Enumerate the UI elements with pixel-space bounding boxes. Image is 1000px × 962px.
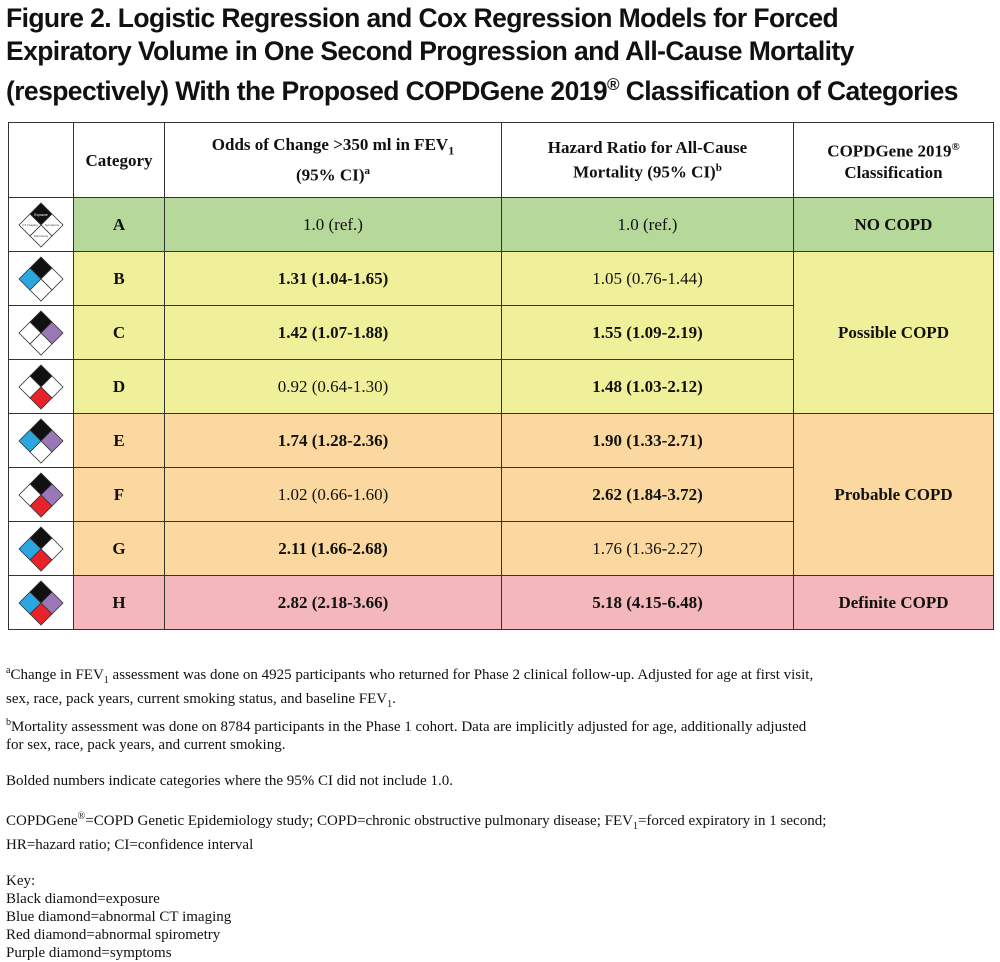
hazard-cell: 1.48 (1.03-2.12) (502, 360, 794, 414)
diamond-icon (17, 579, 65, 627)
table-header-row (9, 123, 994, 198)
hazard-cell: 5.18 (4.15-6.48) (502, 576, 794, 630)
diamond-icon (17, 525, 65, 573)
footnote-b-text: Mortality assessment was done on 8784 participants in the Phase 1 cohort. Data are implicitly adjusted for age, additionally adjusted (11, 719, 807, 735)
key-ct-imaging: Blue diamond=abnormal CT imaging (6, 909, 232, 925)
abbr-text: COPDGene (6, 813, 78, 829)
header-class-reg: ® (951, 141, 960, 154)
header-class-line2: Classification (844, 162, 943, 182)
abbr-text-2: =COPD Genetic Epidemiology study; COPD=chronic obstructive pulmonary disease; FEV (85, 813, 633, 829)
title-line-3-end: Classification of Categories (618, 75, 958, 106)
abbr-sub: 1 (632, 821, 638, 832)
abbreviations-line2: HR=hazard ratio; CI=confidence interval (6, 837, 254, 853)
title-line-1: Figure 2. Logistic Regression and Cox Regression Models for Forced (6, 3, 839, 33)
hazard-cell: 1.05 (0.76-1.44) (502, 252, 794, 306)
footnote-a-text: Change in FEV (10, 667, 104, 683)
footnote-a-line2 (6, 690, 996, 714)
hazard-cell: 2.62 (1.84-3.72) (502, 468, 794, 522)
diamond-icon-cell (9, 522, 74, 576)
odds-cell: 1.42 (1.07-1.88) (165, 306, 502, 360)
diamond-icon-cell (9, 360, 74, 414)
header-hazard (502, 123, 794, 198)
header-class-line1: COPDGene 2019 (827, 141, 952, 161)
category-cell: D (74, 360, 165, 414)
table-row (9, 198, 994, 252)
classification-cell: Definite COPD (794, 576, 994, 630)
category-cell: F (74, 468, 165, 522)
odds-cell: 1.0 (ref.) (165, 198, 502, 252)
abbreviations (6, 808, 996, 836)
header-classification (794, 123, 994, 198)
footnotes (6, 662, 996, 962)
odds-cell: 1.02 (0.66-1.60) (165, 468, 502, 522)
key-exposure: Black diamond=exposure (6, 891, 160, 907)
key-title: Key: (6, 873, 36, 889)
category-cell: A (74, 198, 165, 252)
diamond-icon (17, 471, 65, 519)
table-row (9, 252, 994, 306)
footnote-b (6, 714, 996, 736)
header-odds-sup: a (364, 165, 370, 178)
hazard-cell: 1.76 (1.36-2.27) (502, 522, 794, 576)
footnote-a-text-2: assessment was done on 4925 participants who returned for Phase 2 clinical follow-up. Adjusted for age at first visit, (108, 667, 814, 683)
figure-title (6, 2, 996, 108)
diamond-icon-cell (9, 576, 74, 630)
footnote-b-line2: for sex, race, pack years, and current smoking. (6, 737, 286, 753)
diamond-icon (17, 417, 65, 465)
title-line-3 (6, 68, 996, 108)
header-odds (165, 123, 502, 198)
category-cell: B (74, 252, 165, 306)
odds-cell: 0.92 (0.64-1.30) (165, 360, 502, 414)
classification-cell: NO COPD (794, 198, 994, 252)
category-cell: G (74, 522, 165, 576)
diamond-icon-cell (9, 468, 74, 522)
abbr-reg: ® (77, 811, 86, 822)
hazard-cell: 1.0 (ref.) (502, 198, 794, 252)
category-cell: E (74, 414, 165, 468)
header-hazard-sup: b (715, 162, 722, 175)
registered-mark: ® (607, 75, 619, 94)
svg-text:Symptoms: Symptoms (44, 222, 60, 227)
diamond-icon (17, 201, 65, 249)
title-line-2: Expiratory Volume in One Second Progression and All-Cause Mortality (6, 36, 854, 66)
diamond-icon (17, 363, 65, 411)
bolded-note: Bolded numbers indicate categories where the 95% CI did not include 1.0. (6, 773, 453, 789)
diamond-icon (17, 255, 65, 303)
diamond-icon-cell (9, 414, 74, 468)
classification-cell: Probable COPD (794, 414, 994, 576)
diamond-icon-cell (9, 198, 74, 252)
hazard-cell: 1.90 (1.33-2.71) (502, 414, 794, 468)
header-odds-line2: (95% CI) (296, 166, 365, 186)
odds-cell: 1.31 (1.04-1.65) (165, 252, 502, 306)
header-category: Category (74, 123, 165, 198)
odds-cell: 1.74 (1.28-2.36) (165, 414, 502, 468)
key-spirometry: Red diamond=abnormal spirometry (6, 927, 221, 943)
classification-cell: Possible COPD (794, 252, 994, 414)
header-odds-sub: 1 (448, 143, 455, 158)
diamond-icon-cell (9, 306, 74, 360)
footnote-a-line2-end: . (392, 691, 396, 707)
category-cell: H (74, 576, 165, 630)
abbr-text-3: =forced expiratory in 1 second; (637, 813, 827, 829)
footnote-a-line2-text: sex, race, pack years, current smoking status, and baseline FEV (6, 691, 388, 707)
diamond-icon (17, 309, 65, 357)
footnote-a-line2-sub: 1 (387, 699, 393, 710)
footnote-a (6, 662, 996, 690)
footnote-a-marker: a (6, 665, 11, 676)
results-table (8, 122, 994, 630)
header-odds-line1: Odds of Change >350 ml in FEV (211, 134, 449, 154)
diamond-icon-cell (9, 252, 74, 306)
header-icon-column (9, 123, 74, 198)
odds-cell: 2.11 (1.66-2.68) (165, 522, 502, 576)
key-symptoms: Purple diamond=symptoms (6, 945, 172, 961)
footnote-a-sub: 1 (103, 675, 109, 686)
odds-cell: 2.82 (2.18-3.66) (165, 576, 502, 630)
hazard-cell: 1.55 (1.09-2.19) (502, 306, 794, 360)
svg-text:Spirometry: Spirometry (33, 233, 49, 238)
footnote-b-marker: b (6, 717, 11, 728)
table-row (9, 576, 994, 630)
header-hazard-line2: Mortality (95% CI) (573, 162, 716, 182)
category-cell: C (74, 306, 165, 360)
header-hazard-line1: Hazard Ratio for All-Cause (547, 138, 748, 158)
svg-text:CT Imaging: CT Imaging (22, 222, 38, 227)
svg-text:Exposure: Exposure (34, 212, 48, 217)
table-row (9, 414, 994, 468)
title-line-3-text: (respectively) With the Proposed COPDGene 2019 (6, 75, 607, 106)
